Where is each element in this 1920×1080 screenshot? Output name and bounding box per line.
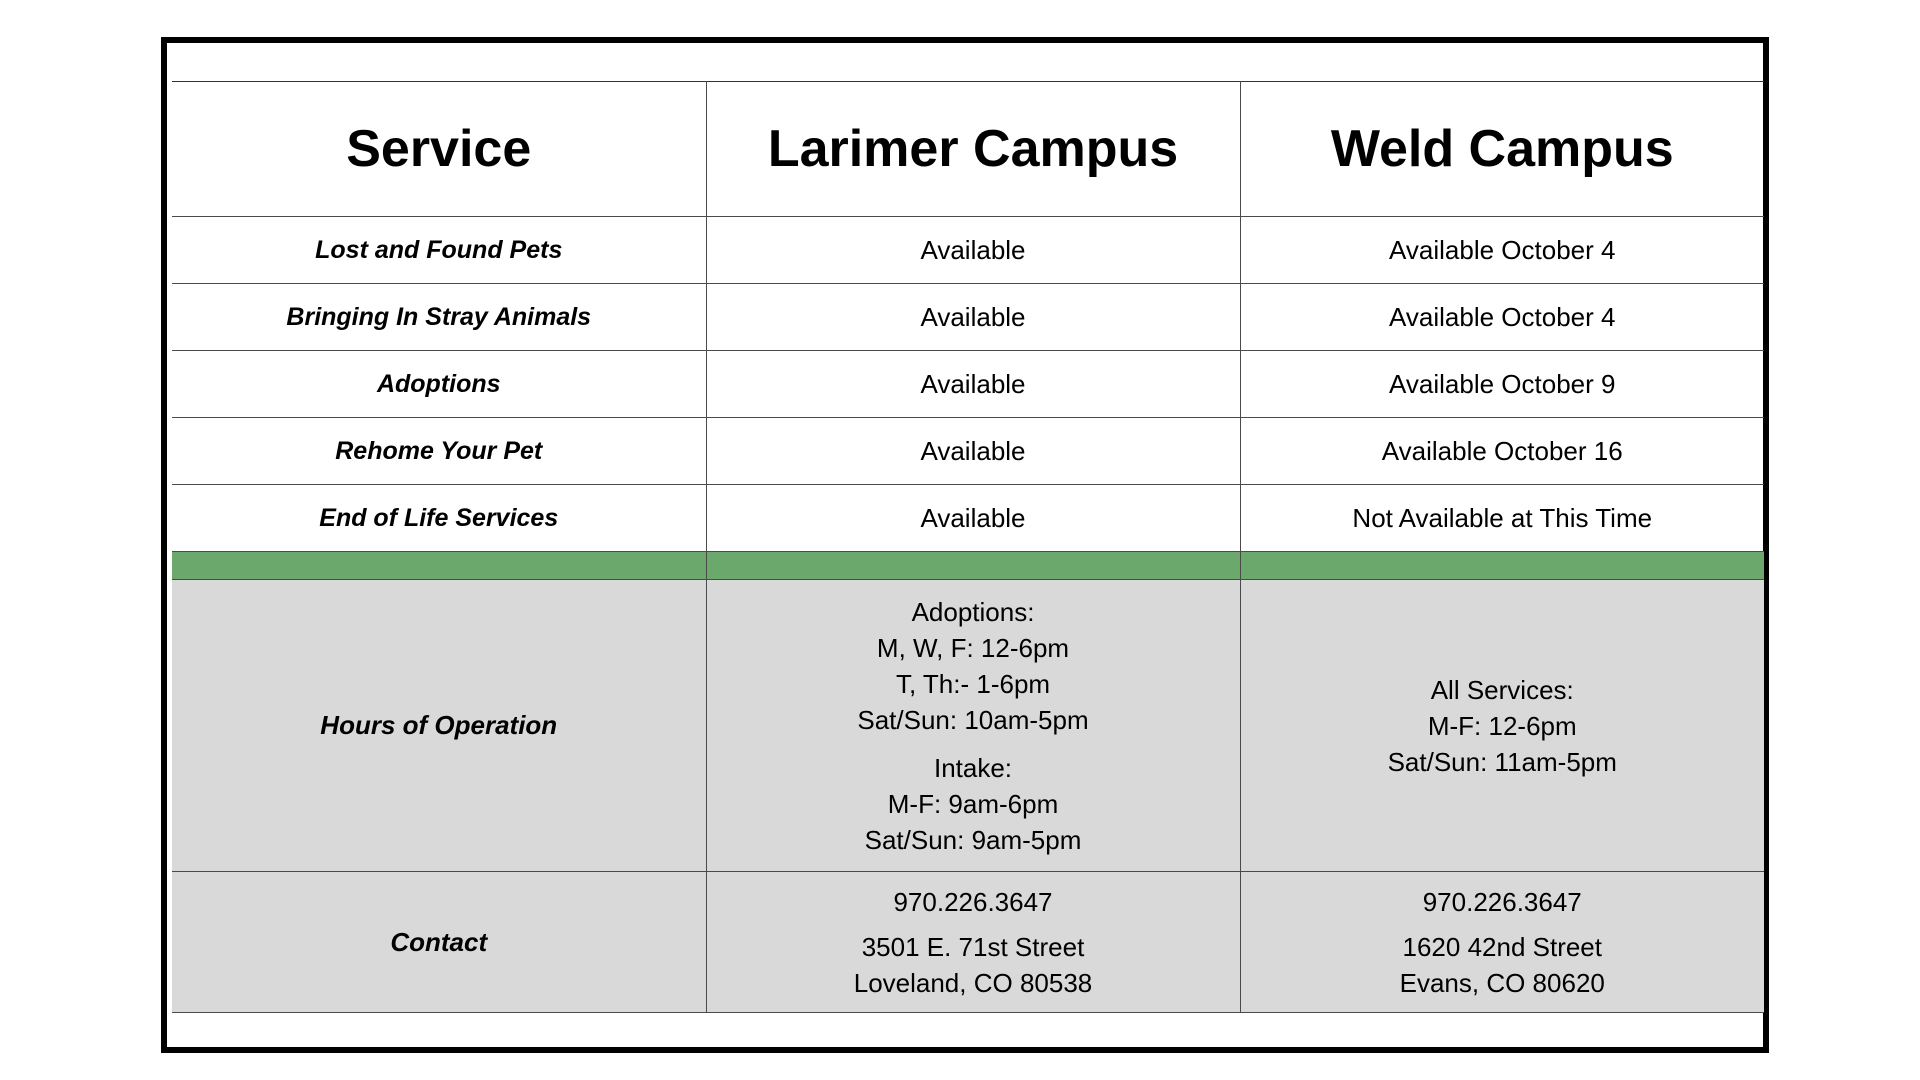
weld-status: Not Available at This Time [1240, 485, 1764, 552]
hours-row [172, 580, 1764, 872]
intake-hours-line: Sat/Sun: 9am-5pm [864, 824, 1082, 855]
hours-label: Hours of Operation [172, 580, 706, 872]
adoptions-hours-line: Sat/Sun: 10am-5pm [857, 704, 1089, 735]
intake-hours-title: Intake: [933, 752, 1013, 783]
weld-street: 1620 42nd Street [1402, 931, 1602, 962]
larimer-city: Loveland, CO 80538 [853, 967, 1093, 998]
adoptions-hours-title: Adoptions: [911, 596, 1035, 627]
weld-hours [1240, 580, 1764, 872]
separator-cell [706, 552, 1240, 580]
larimer-contact [706, 872, 1240, 1013]
table-row [172, 217, 1764, 284]
larimer-street: 3501 E. 71st Street [861, 931, 1085, 962]
separator-row [172, 552, 1764, 580]
service-name: Rehome Your Pet [172, 418, 706, 485]
weld-phone: 970.226.3647 [1422, 886, 1582, 917]
header-row [172, 82, 1764, 217]
intake-hours-line: M-F: 9am-6pm [887, 788, 1059, 819]
weld-status: Available October 16 [1240, 418, 1764, 485]
service-name: End of Life Services [172, 485, 706, 552]
header-larimer-campus: Larimer Campus [706, 82, 1240, 217]
table-row [172, 418, 1764, 485]
service-name: Lost and Found Pets [172, 217, 706, 284]
weld-city: Evans, CO 80620 [1399, 967, 1605, 998]
larimer-status: Available [706, 485, 1240, 552]
weld-status: Available October 9 [1240, 351, 1764, 418]
service-name: Bringing In Stray Animals [172, 284, 706, 351]
weld-hours-title: All Services: [1430, 674, 1574, 705]
separator-cell [172, 552, 706, 580]
larimer-status: Available [706, 418, 1240, 485]
weld-hours-line: Sat/Sun: 11am-5pm [1387, 746, 1617, 777]
contact-row [172, 872, 1764, 1013]
contact-label: Contact [172, 872, 706, 1013]
larimer-hours [706, 580, 1240, 872]
weld-status: Available October 4 [1240, 284, 1764, 351]
table-row [172, 485, 1764, 552]
larimer-phone: 970.226.3647 [893, 886, 1053, 917]
separator-cell [1240, 552, 1764, 580]
weld-status: Available October 4 [1240, 217, 1764, 284]
services-table-frame [161, 37, 1769, 1053]
larimer-status: Available [706, 217, 1240, 284]
larimer-status: Available [706, 351, 1240, 418]
table-row [172, 351, 1764, 418]
header-weld-campus: Weld Campus [1240, 82, 1764, 217]
weld-hours-line: M-F: 12-6pm [1427, 710, 1577, 741]
weld-contact [1240, 872, 1764, 1013]
adoptions-hours-line: M, W, F: 12-6pm [876, 632, 1070, 663]
table-row [172, 284, 1764, 351]
service-name: Adoptions [172, 351, 706, 418]
services-table [172, 81, 1764, 1013]
adoptions-hours-line: T, Th:- 1-6pm [895, 668, 1051, 699]
header-service: Service [172, 82, 706, 217]
larimer-status: Available [706, 284, 1240, 351]
